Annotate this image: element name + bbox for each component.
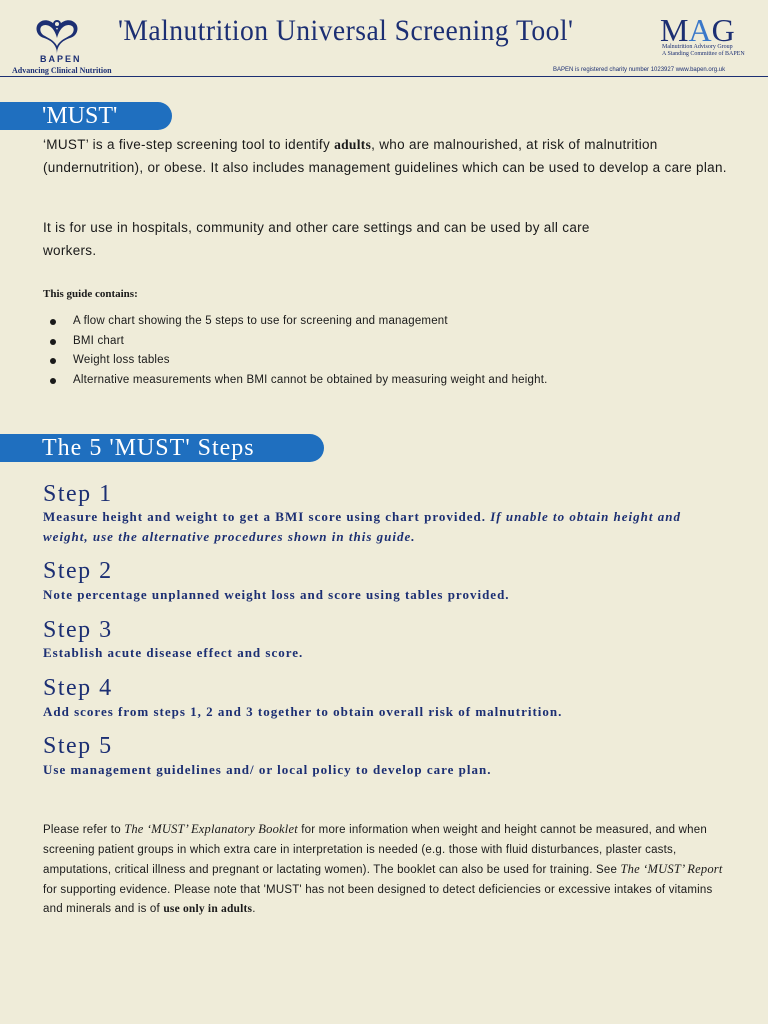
list-item-text: Weight loss tables bbox=[73, 354, 170, 367]
mag-logo-a: A bbox=[688, 12, 712, 48]
list-item bbox=[50, 332, 548, 352]
intro-text-a: ‘MUST’ is a five-step screening tool to identify bbox=[43, 137, 335, 152]
list-item bbox=[50, 351, 548, 371]
intro-text-b: , who are malnourished, at risk of malnutrition (undernutrition), or obese. It also includes management guidelines which can be used to develop a care plan. bbox=[43, 137, 727, 175]
footer-note bbox=[43, 820, 733, 920]
must-banner: 'MUST' bbox=[0, 102, 172, 130]
mag-logo-m: M bbox=[660, 12, 689, 48]
footer-text-3: for supporting evidence. Please note that 'MUST' has not been designed to detect deficiencies or excessive intakes of vitamins and minerals and is of bbox=[43, 883, 713, 916]
steps-banner: The 5 'MUST' Steps bbox=[0, 434, 324, 462]
bullet-icon bbox=[50, 339, 56, 345]
bullet-icon bbox=[50, 378, 56, 384]
usage-paragraph: It is for use in hospitals, community and other care settings and can be used by all care workers. bbox=[43, 220, 590, 258]
mag-logo-g: G bbox=[711, 12, 735, 48]
mag-committee: A Standing Committee of BAPEN bbox=[662, 51, 745, 57]
list-item-text: Alternative measurements when BMI cannot be obtained by measuring weight and height. bbox=[73, 374, 548, 387]
step-5-description: Use management guidelines and/ or local policy to develop care plan. bbox=[43, 762, 492, 777]
step-4-title: Step 4 bbox=[43, 675, 113, 701]
step-3-title: Step 3 bbox=[43, 617, 113, 643]
footer-text-end: . bbox=[252, 903, 256, 916]
header-divider bbox=[0, 76, 768, 77]
list-item-text: BMI chart bbox=[73, 334, 125, 347]
mag-subtitle: Malnutrition Advisory Group bbox=[662, 44, 733, 50]
step-2-description: Note percentage unplanned weight loss and score using tables provided. bbox=[43, 587, 510, 602]
bullet-icon bbox=[50, 319, 56, 325]
step-1-italic-text: If unable to obtain height and weight, use the alternative procedures shown in this guide. bbox=[43, 509, 681, 544]
page-title: 'Malnutrition Universal Screening Tool' bbox=[118, 14, 574, 47]
step-1-text: Measure height and weight to get a BMI score using chart provided. bbox=[43, 509, 491, 524]
bapen-tagline: Advancing Clinical Nutrition bbox=[12, 66, 112, 75]
charity-info: BAPEN is registered charity number 1023927 www.bapen.org.uk bbox=[553, 67, 726, 73]
booklet-reference: The ‘MUST’ Explanatory Booklet bbox=[124, 822, 298, 836]
guide-list bbox=[50, 312, 548, 391]
list-item bbox=[50, 312, 548, 332]
step-1-title: Step 1 bbox=[43, 481, 113, 507]
report-reference: The ‘MUST’ Report bbox=[620, 862, 723, 877]
footer-text-2: for more information when weight and height cannot be measured, and when screening patient groups in which extra care in interpretation is needed (e.g. those with fluid disturbances, plaster casts, amputations, critical illness and pregnant or lactating women). The booklet can also be used for training. See bbox=[43, 824, 707, 877]
step-2-title: Step 2 bbox=[43, 558, 113, 584]
footer-bold-adults: use only in adults bbox=[163, 903, 253, 916]
list-item-text: A flow chart showing the 5 steps to use for screening and management bbox=[73, 315, 448, 327]
intro-paragraph bbox=[43, 133, 743, 179]
footer-text-1: Please refer to bbox=[43, 824, 125, 836]
mag-logo bbox=[660, 14, 735, 46]
guide-heading: This guide contains: bbox=[43, 288, 138, 300]
list-item bbox=[50, 371, 548, 391]
bullet-icon bbox=[50, 358, 56, 364]
bapen-name: BAPEN bbox=[40, 54, 82, 64]
step-1-description bbox=[43, 507, 683, 547]
step-3-description: Establish acute disease effect and score. bbox=[43, 645, 304, 660]
intro-bold-adults: adults bbox=[334, 137, 372, 152]
step-5-title: Step 5 bbox=[43, 733, 113, 759]
step-4-description: Add scores from steps 1, 2 and 3 together to obtain overall risk of malnutrition. bbox=[43, 704, 563, 719]
bapen-logo-icon bbox=[30, 14, 84, 56]
